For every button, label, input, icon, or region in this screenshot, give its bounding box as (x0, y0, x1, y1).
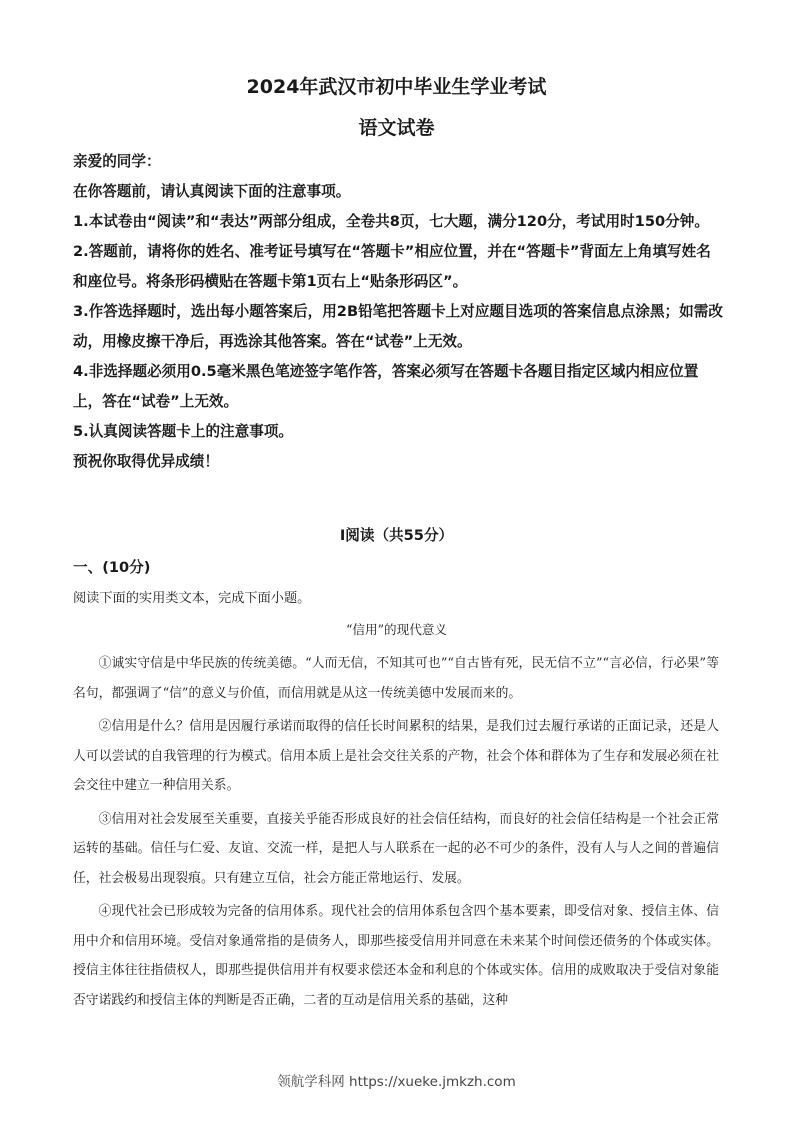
article-paragraph-2: ②信用是什么？信用是因履行承诺而取得的信任长时间累积的结果，是我们过去履行承诺的正面记录，还是人人可以尝试的自我管理的行为模式。信用本质上是社会交往关系的产物，社会个体和群体为了生存和发展必须在社会交往中建立一种信用关系。 (73, 719, 719, 793)
exam-subtitle: 语文试卷 (358, 117, 435, 139)
article-paragraph-3: ③信用对社会发展至关重要，直接关乎能否形成良好的社会信任结构，而良好的社会信任结构是一个社会正常运转的基础。信任与仁爱、友谊、交流一样，是把人与人联系在一起的必不可少的条件，没有人与人之间的普遍信任，社会极易出现裂痕。只有建立互信，社会方能正常地运行、发展。 (73, 811, 719, 886)
section-heading: Ⅰ阅读（共55分） (339, 527, 454, 544)
notice-intro: 在你答题前，请认真阅读下面的注意事项。 (73, 183, 351, 200)
notice-item-3: 3.作答选择题时，选出每小题答案后，用2B铅笔把答题卡上对应题目选项的答案信息点涂黑；如需改动，用橡皮擦干净后，再选涂其他答案。答在“试卷”上无效。 (73, 303, 723, 350)
question-instruction: 阅读下面的实用类文本，完成下面小题。 (73, 591, 311, 606)
article-paragraph-4: ④现代社会已形成较为完备的信用体系。现代社会的信用体系包含四个基本要素，即受信对象、授信主体、信用中介和信用环境。受信对象通常指的是债务人，即那些接受信用并同意在未来某个时间偿还债务的个体或实体。授信主体往往指债权人，即那些提供信用并有权要求偿还本金和利息的个体或实体。信用的成败取决于受信对象能否守诺践约和授信主体的判断是否正确，二者的互动是信用关系的基础，这种 (73, 904, 719, 1008)
notice-closing: 预祝你取得优异成绩！ (73, 453, 219, 470)
exam-title: 2024年武汉市初中毕业生学业考试 (246, 76, 547, 98)
notice-greeting: 亲爱的同学： (73, 153, 161, 170)
notice-item-1: 1.本试卷由“阅读”和“表达”两部分组成，全卷共8页，七大题，满分120分，考试用时150分钟。 (73, 213, 709, 230)
notice-item-2: 2.答题前，请将你的姓名、准考证号填写在“答题卡”相应位置，并在“答题卡”背面左上角填写姓名和座位号。将条形码横贴在答题卡第1页右上“贴条形码区”。 (73, 243, 711, 290)
notice-item-4: 4.非选择题必须用0.5毫米黑色笔迹签字笔作答，答案必须写在答题卡各题目指定区域内相应位置上，答在“试卷”上无效。 (73, 363, 699, 410)
notice-item-5: 5.认真阅读答题卡上的注意事项。 (73, 423, 294, 440)
article-paragraph-1: ①诚实守信是中华民族的传统美德。“人而无信，不知其可也”“自古皆有死，民无信不立”“言必信，行必果”等名句，都强调了“信”的意义与价值，而信用就是从这一传统美德中发展而来的。 (73, 656, 719, 701)
question-heading: 一、(10分) (73, 559, 151, 576)
article-body (73, 649, 719, 1019)
notice-block (73, 147, 723, 477)
article-title: “信用”的现代意义 (345, 622, 448, 637)
footer-watermark: 领航学科网 https://xueke.jmkzh.com (277, 1074, 516, 1090)
